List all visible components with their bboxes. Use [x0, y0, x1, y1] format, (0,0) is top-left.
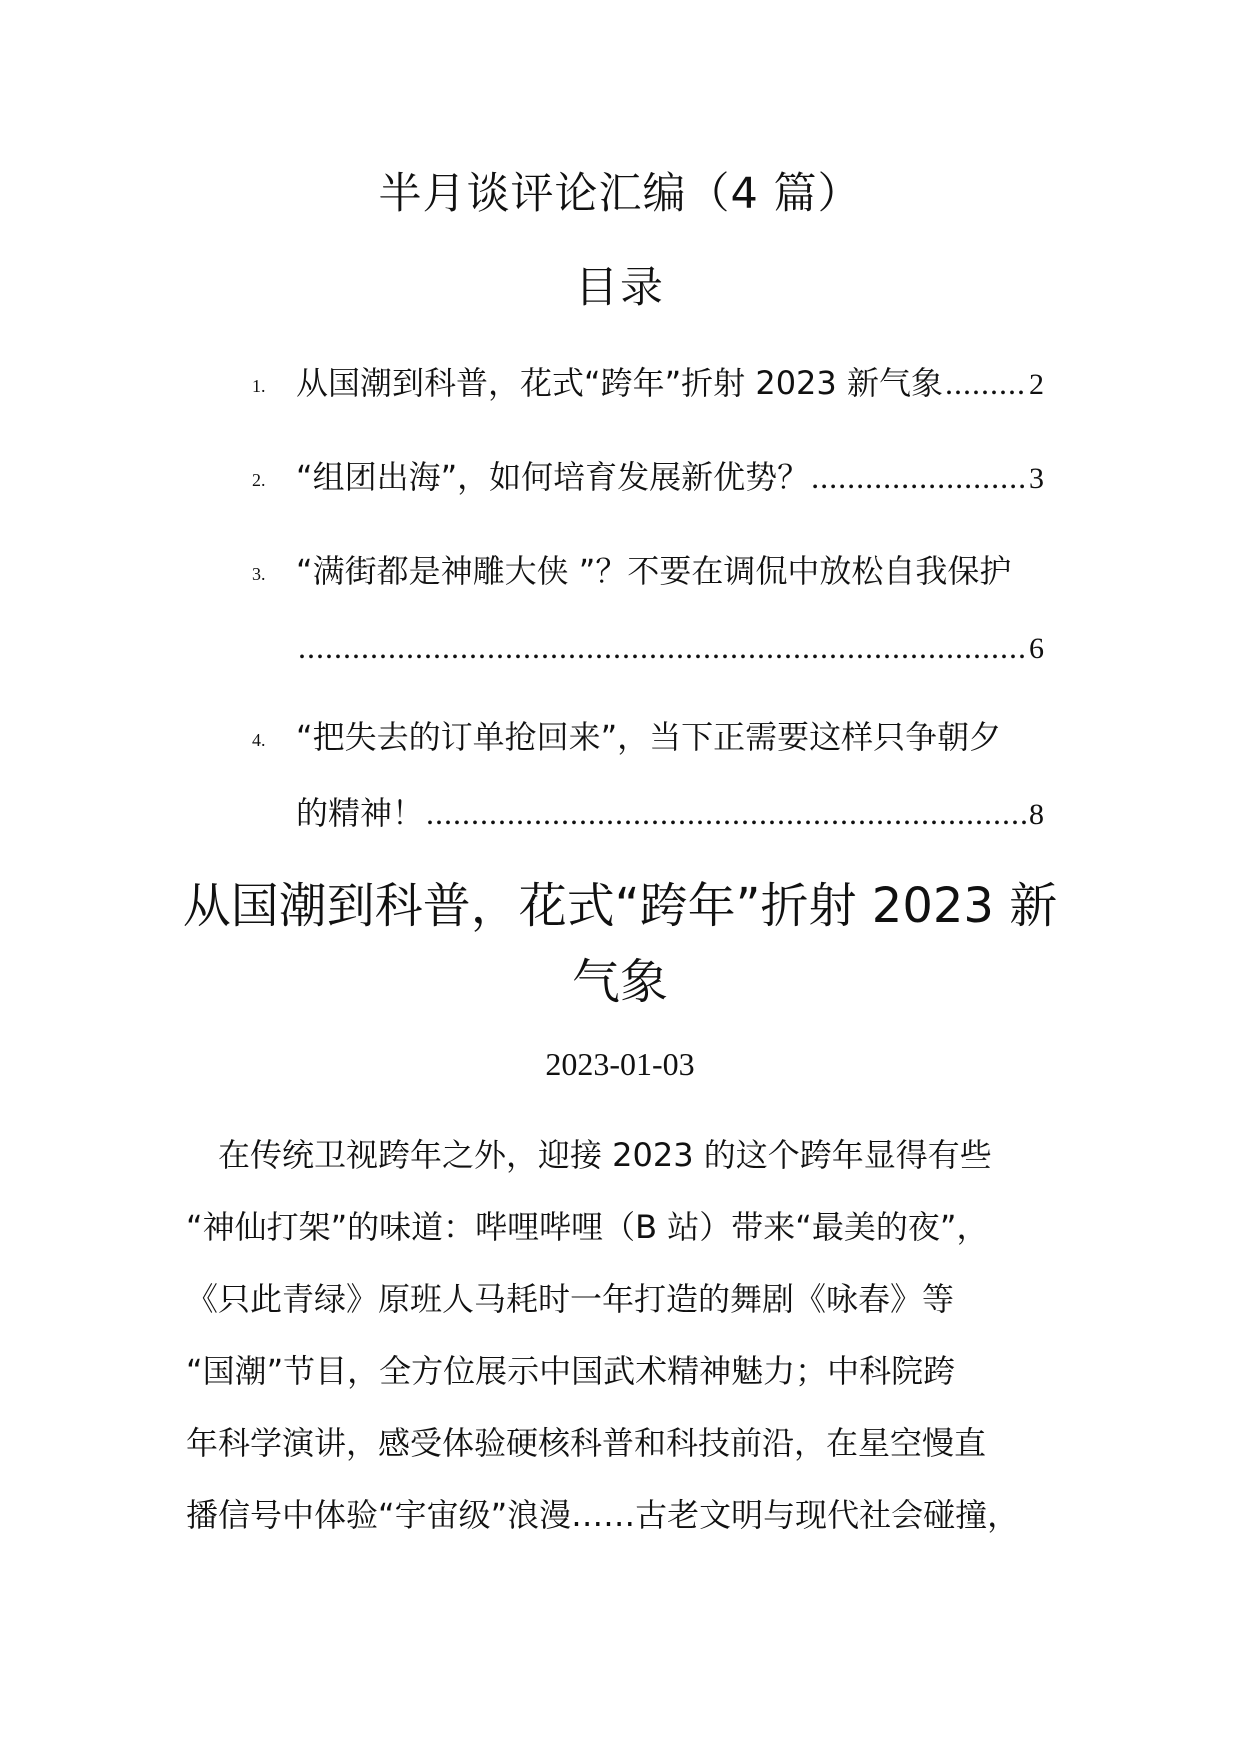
body-line: “神仙打架”的味道：哔哩哔哩（B 站）带来“最美的夜”，	[186, 1208, 989, 1246]
document-title: 半月谈评论汇编（4 篇）	[378, 169, 862, 219]
toc-entry-title[interactable]: “满街都是神雕大侠 ”？不要在调侃中放松自我保护	[296, 552, 1012, 590]
toc-entry-number: 3.	[252, 564, 266, 584]
toc-entry-1[interactable]	[0, 358, 1240, 408]
body-line: 播信号中体验“宇宙级”浪漫……古老文明与现代社会碰撞，	[186, 1496, 1020, 1534]
toc-entry-title-continued[interactable]: 的精神！	[296, 794, 425, 832]
toc-entry-4[interactable]	[0, 712, 1240, 852]
toc-entry-line[interactable]	[296, 452, 1044, 502]
toc-entry-number: 2.	[252, 470, 266, 490]
toc-entry-title[interactable]: “组团出海”，如何培育发展新优势？	[296, 458, 810, 496]
article-title	[150, 868, 1090, 1020]
toc-entry-page[interactable]: 8	[1029, 798, 1044, 831]
toc-dot-leader	[945, 358, 1027, 408]
article-date: 2023-01-03	[545, 1046, 695, 1082]
toc-dot-leader	[298, 622, 1027, 672]
body-line: 《只此青绿》原班人马耗时一年打造的舞剧《咏春》等	[186, 1280, 955, 1318]
toc-entry-page[interactable]: 2	[1029, 368, 1044, 401]
article-title-line-2: 气象	[571, 954, 668, 1010]
toc-entry-number: 1.	[252, 376, 266, 396]
toc-entry-line[interactable]	[296, 358, 1044, 408]
body-line: “国潮”节目，全方位展示中国武术精神魅力；中科院跨	[186, 1352, 956, 1390]
toc-entry-3[interactable]	[0, 546, 1240, 686]
toc-entry-title[interactable]: “把失去的订单抢回来”，当下正需要这样只争朝夕	[296, 718, 1002, 756]
toc-heading: 目录	[575, 263, 665, 313]
toc-entry-page[interactable]: 6	[1029, 632, 1044, 665]
toc-entry-2[interactable]	[0, 452, 1240, 502]
body-line: 年科学演讲，感受体验硬核科普和科技前沿，在星空慢直	[186, 1424, 987, 1462]
toc-entry-line[interactable]	[296, 546, 1044, 596]
body-line: 在传统卫视跨年之外，迎接 2023 的这个跨年显得有些	[186, 1136, 992, 1174]
toc-entry-title[interactable]: 从国潮到科普，花式“跨年”折射 2023 新气象	[296, 364, 943, 402]
toc-entry-page[interactable]: 3	[1029, 462, 1044, 495]
toc-entry-line-continued[interactable]	[296, 622, 1044, 672]
toc-entry-number: 4.	[252, 730, 266, 750]
toc-entry-line[interactable]	[296, 712, 1044, 762]
toc-entry-line-continued[interactable]	[296, 788, 1044, 838]
toc-dot-leader	[811, 452, 1027, 502]
toc-dot-leader	[426, 788, 1027, 838]
article-title-line-1: 从国潮到科普，花式“跨年”折射 2023 新	[182, 878, 1058, 934]
